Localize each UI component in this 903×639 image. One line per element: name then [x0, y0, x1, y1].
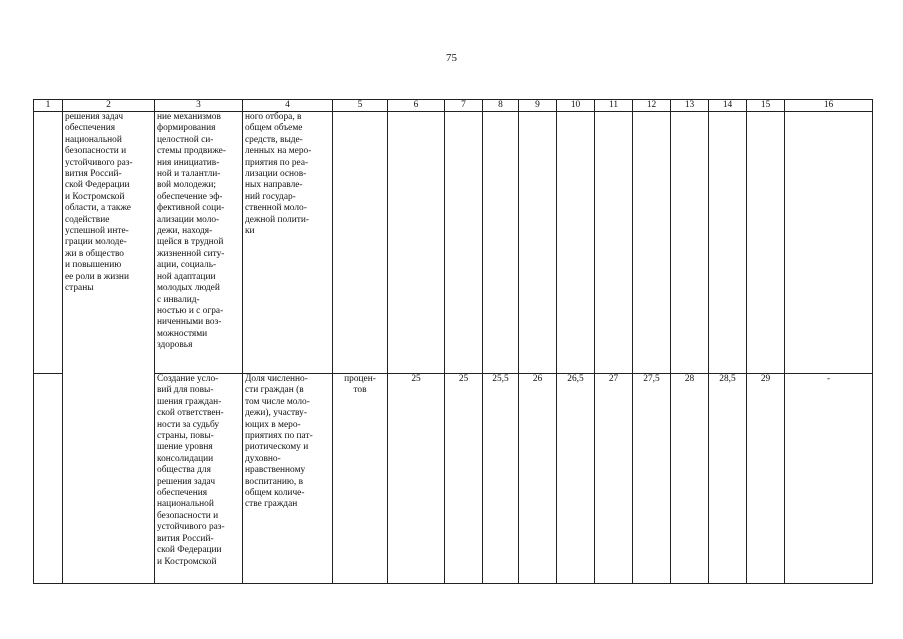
note-cell [785, 112, 873, 374]
value-cell: 25 [445, 374, 483, 584]
row-number-cell [34, 374, 63, 584]
header-cell: 1 [34, 100, 63, 112]
unit-cell [333, 112, 388, 374]
goal-cell: решения задач обеспечения национальной безопасности и устойчивого раз- вития Россий- ской Федерации и Костромской области, а также содействие успешной инте- грации молоде- жи в общество и повышению ее роли в жизни страны [63, 112, 155, 584]
indicator-cell: Доля численно- сти граждан (в том числе моло- дежи), участву- ющих в меро- приятиях по пат- риотическому и духовно- нравственному воспитанию, в общем количе- стве граждан [243, 374, 333, 584]
indicator-cell: ного отбора, в общем объеме средств, выде- ленных на меро- приятия по реа- лизации основ- ных направле- ний государ- ственной моло- дежной полити- ки [243, 112, 333, 374]
value-cell [483, 112, 519, 374]
header-cell: 2 [63, 100, 155, 112]
header-cell: 7 [445, 100, 483, 112]
header-cell: 3 [155, 100, 243, 112]
value-cell [633, 112, 671, 374]
value-cell: 28,5 [709, 374, 747, 584]
value-cell: 28 [671, 374, 709, 584]
header-cell: 16 [785, 100, 873, 112]
value-cell: 29 [747, 374, 785, 584]
indicators-table [33, 99, 873, 584]
value-cell [709, 112, 747, 374]
value-cell: 27 [595, 374, 633, 584]
header-cell: 6 [388, 100, 445, 112]
value-cell [519, 112, 557, 374]
header-cell: 14 [709, 100, 747, 112]
note-cell: - [785, 374, 873, 584]
table-row [34, 374, 873, 584]
header-cell: 12 [633, 100, 671, 112]
value-cell: 26 [519, 374, 557, 584]
header-cell: 13 [671, 100, 709, 112]
header-cell: 4 [243, 100, 333, 112]
value-cell: 27,5 [633, 374, 671, 584]
value-cell: 25 [388, 374, 445, 584]
value-cell [445, 112, 483, 374]
page-number: 75 [446, 52, 457, 64]
value-cell [747, 112, 785, 374]
table-row [34, 112, 873, 374]
task-cell: Создание усло- вий для повы- шения граждан- ской ответствен- ности за судьбу страны, повы- шение уровня консолидации общества для решения задач обеспечения национальной безопасности и устойчивого раз- вития Россий- ской Федерации и Костромской [155, 374, 243, 584]
value-cell [557, 112, 595, 374]
header-cell: 15 [747, 100, 785, 112]
header-row [34, 100, 873, 112]
header-cell: 9 [519, 100, 557, 112]
value-cell: 25,5 [483, 374, 519, 584]
header-cell: 5 [333, 100, 388, 112]
task-cell: ние механизмов формирования целостной си- стемы продвиже- ния инициатив- ной и талантли- вой молодежи; обеспечение эф- фективной соци- ализации моло- дежи, находя- щейся в трудной жизненной ситу- ации, социаль- ной адаптации молодых людей с инвалид- ностью и с огра- ниченными воз- можностями здоровья [155, 112, 243, 374]
header-cell: 10 [557, 100, 595, 112]
value-cell [388, 112, 445, 374]
header-cell: 11 [595, 100, 633, 112]
row-number-cell [34, 112, 63, 374]
value-cell [671, 112, 709, 374]
value-cell [595, 112, 633, 374]
unit-cell: процен- тов [333, 374, 388, 584]
header-cell: 8 [483, 100, 519, 112]
value-cell: 26,5 [557, 374, 595, 584]
